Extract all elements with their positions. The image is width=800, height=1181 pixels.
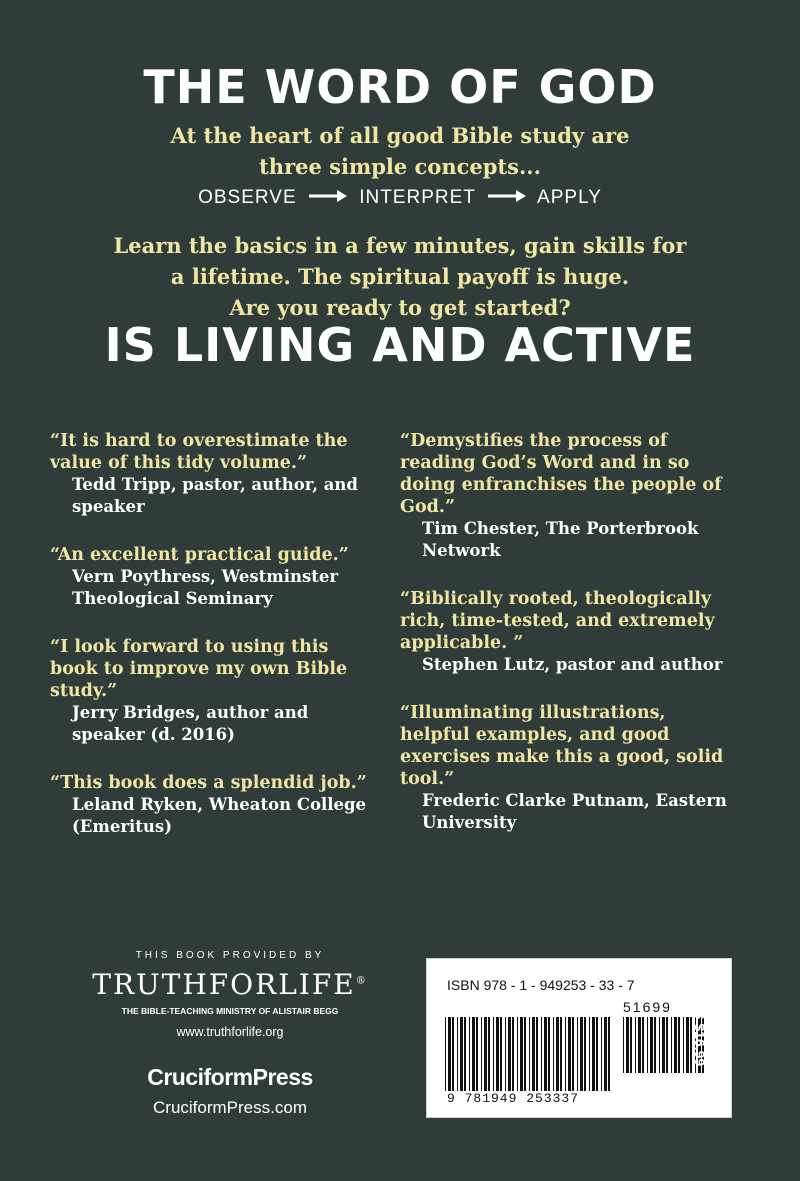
publisher-logo: CruciformPress (147, 1064, 313, 1090)
quote-text: “Illuminating illustrations, helpful examples, and good exercises make this a good, solid tool.” (400, 703, 724, 789)
registered-mark: ® (355, 975, 368, 987)
quote-text: “Biblically rooted, theologically rich, time-tested, and extremely applicable. ” (400, 589, 715, 653)
barcode-main-icon (445, 1017, 615, 1091)
quote-text: “This book does a splendid job.” (50, 773, 367, 793)
intro-line: three simple concepts... (259, 154, 541, 179)
quote-attribution: Vern Poythress, Westminster Theological Seminary (72, 567, 339, 608)
isbn-text: ISBN 978 - 1 - 949253 - 33 - 7 (447, 977, 635, 993)
quote-attribution: Jerry Bridges, author and speaker (d. 2016) (72, 703, 309, 744)
quote-text: “I look forward to using this book to improve my own Bible study.” (50, 637, 348, 701)
quote-attribution: Leland Ryken, Wheaton College (Emeritus) (72, 795, 367, 836)
truth-for-life-wordmark: TRUTHFORLIFE (92, 968, 356, 1001)
truth-for-life-logo (90, 968, 370, 1001)
quote-text: “It is hard to overestimate the value of this tidy volume.” (50, 431, 348, 473)
intro-line: At the heart of all good Bible study are (170, 123, 630, 148)
step-interpret: INTERPRET (359, 187, 476, 208)
step-observe: OBSERVE (198, 187, 297, 208)
quote-attribution: Stephen Lutz, pastor and author (422, 655, 723, 674)
barcode-digits: 9 781949 253337 (447, 1091, 580, 1106)
publisher-url: CruciformPress.com (153, 1098, 307, 1117)
body-line: Are you ready to get started? (229, 295, 571, 320)
quote-text: “Demystifies the process of reading God’s Word and in so doing enfranchises the people of God.” (400, 431, 722, 517)
quote-attribution: Tedd Tripp, pastor, author, and speaker (72, 475, 358, 516)
intro-text (0, 120, 800, 182)
quote-text: “An excellent practical guide.” (50, 545, 349, 565)
arrow-right-icon (488, 187, 526, 209)
quote-attribution: Frederic Clarke Putnam, Eastern University (422, 791, 727, 832)
headline-bottom: IS LIVING AND ACTIVE (104, 318, 696, 372)
quote (400, 702, 730, 834)
provided-by-label: THIS BOOK PROVIDED BY (135, 950, 325, 961)
price-code: 51699 (623, 999, 672, 1015)
quote (50, 636, 380, 746)
price-text: US $16.99 (692, 1000, 708, 1067)
quote (50, 772, 380, 838)
quote (400, 430, 730, 562)
quote-attribution: Tim Chester, The Porterbrook Network (422, 519, 699, 560)
arrow-right-icon (309, 187, 347, 209)
tfl-url: www.truthforlife.org (176, 1025, 284, 1039)
body-line: a lifetime. The spiritual payoff is huge. (170, 264, 630, 289)
step-apply: APPLY (537, 187, 602, 208)
body-line: Learn the basics in a few minutes, gain skills for (113, 233, 687, 258)
right-quotes (400, 430, 730, 860)
quote (50, 430, 380, 518)
headline-top: THE WORD OF GOD (143, 60, 657, 114)
tfl-subtitle: THE BIBLE-TEACHING MINISTRY OF ALISTAIR BEGG (121, 1006, 339, 1016)
quote (400, 588, 730, 676)
barcode-label (426, 958, 732, 1118)
quote (50, 544, 380, 610)
body-text (0, 230, 800, 323)
steps-row (0, 187, 800, 209)
left-quotes (50, 430, 380, 864)
